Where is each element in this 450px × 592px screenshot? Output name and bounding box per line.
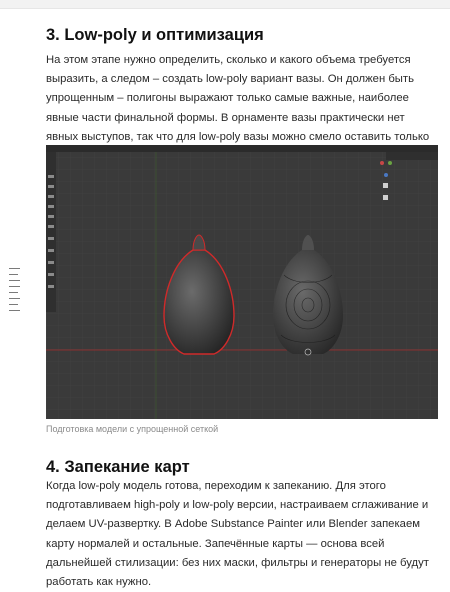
section-heading-lowpoly: 3. Low-poly и оптимизация — [46, 26, 264, 44]
section-paragraph-lowpoly: На этом этапе нужно определить, сколько и какого объема требуется выразить, а следом – создать low-poly вариант вазы. Он должен быть упрощенным – полигоны выражают только самые важные, наиболее явные части финальной формы. В орнаменте вазы практически нет явных выступов, так что для low-poly вазы можно смело оставить только — [46, 54, 430, 143]
top-bar — [0, 0, 450, 9]
figure-caption: Подготовка модели с упрощенной сеткой — [46, 424, 219, 434]
section-heading-baking: 4. Запекание карт — [46, 458, 190, 476]
section-paragraph-baking: Когда low-poly модель готова, переходим к запеканию. Для этого подготавливаем high-poly и low-poly версии, настраиваем сглаживание и делаем UV-развертку. В Adobe Substance Painter или Blender запекаем карту нормалей и остальные. Запечённые карты — основа всей дальнейшей стилизации: без них маски, фильтры и генераторы не будут работать как нужно. — [46, 480, 429, 589]
figure-viewport-image — [46, 145, 438, 419]
table-of-contents-icon[interactable] — [9, 268, 21, 316]
